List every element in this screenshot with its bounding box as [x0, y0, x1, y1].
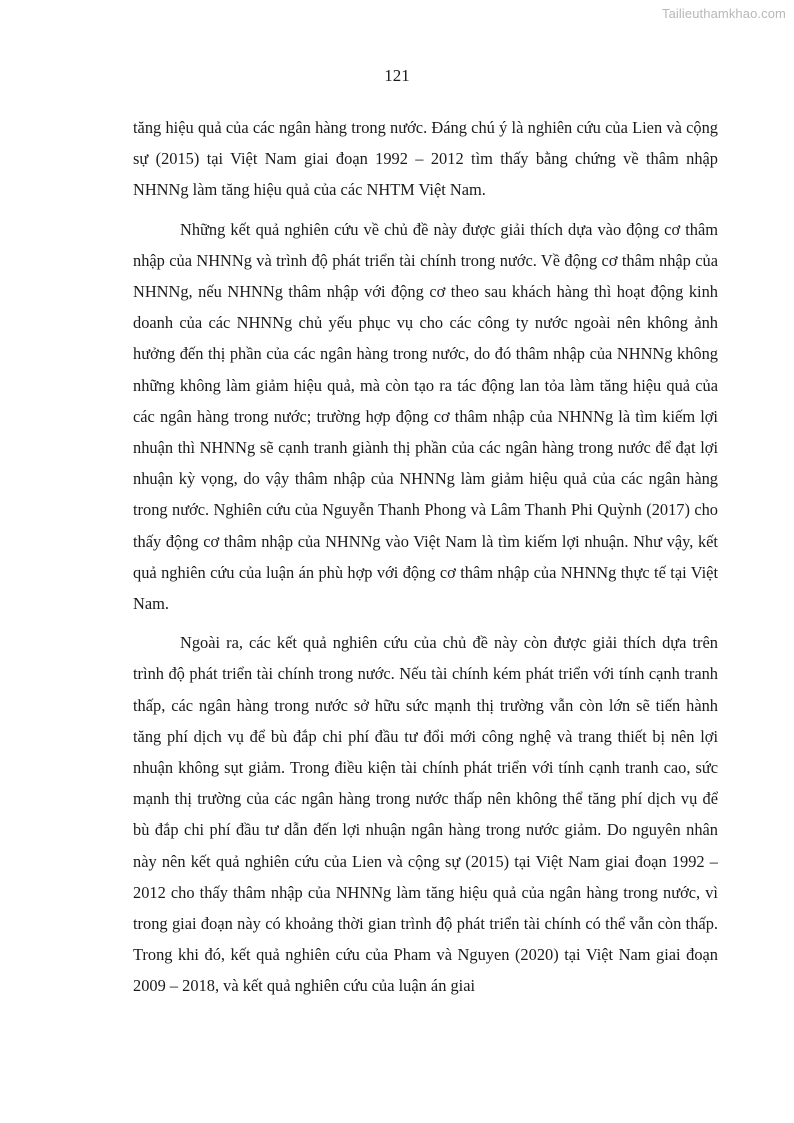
watermark: Tailieuthamkhao.com [661, 6, 786, 21]
document-body [133, 112, 718, 1010]
paragraph-continuation: tăng hiệu quả của các ngân hàng trong nước. Đáng chú ý là nghiên cứu của Lien và cộng sự (2015) tại Việt Nam giai đoạn 1992 – 2012 tìm thấy bằng chứng về thâm nhập NHNNg làm tăng hiệu quả của các NHTM Việt Nam. [133, 118, 718, 200]
paragraph-motivation: Những kết quả nghiên cứu về chủ đề này được giải thích dựa vào động cơ thâm nhập của NHNNg và trình độ phát triển tài chính trong nước. Về động cơ thâm nhập của NHNNg, nếu NHNNg thâm nhập với động cơ theo sau khách hàng thì hoạt động kinh doanh của các NHNNg chủ yếu phục vụ cho các công ty nước ngoài nên không ảnh hưởng đến thị phần của các ngân hàng trong nước, do đó thâm nhập của NHNNg không những không làm giảm hiệu quả, mà còn tạo ra tác động lan tỏa làm tăng hiệu quả của các ngân hàng trong nước; trường hợp động cơ thâm nhập của NHNNg là tìm kiếm lợi nhuận thì NHNNg sẽ cạnh tranh giành thị phần của các ngân hàng trong nước để đạt lợi nhuận kỳ vọng, do vậy thâm nhập của NHNNg làm giảm hiệu quả của các ngân hàng trong nước. Nghiên cứu của Nguyễn Thanh Phong và Lâm Thanh Phi Quỳnh (2017) cho thấy động cơ thâm nhập của NHNNg vào Việt Nam là tìm kiếm lợi nhuận. Như vậy, kết quả nghiên cứu của luận án phù hợp với động cơ thâm nhập của NHNNg thực tế tại Việt Nam. [133, 219, 718, 614]
paragraph-financial-development: Ngoài ra, các kết quả nghiên cứu của chủ đề này còn được giải thích dựa trên trình độ phát triển tài chính trong nước. Nếu tài chính kém phát triển với tính cạnh tranh thấp, các ngân hàng trong nước sở hữu sức mạnh thị trường vẫn còn lớn sẽ tiến hành tăng phí dịch vụ để bù đắp chi phí đầu tư đổi mới công nghệ và trang thiết bị nên lợi nhuận không sụt giảm. Trong điều kiện tài chính phát triển với tính cạnh tranh cao, sức mạnh thị trường của các ngân hàng trong nước thấp nên không thể tăng phí dịch vụ để bù đắp chi phí đầu tư dẫn đến lợi nhuận ngân hàng trong nước giảm. Do nguyên nhân này nên kết quả nghiên cứu của Lien và cộng sự (2015) tại Việt Nam giai đoạn 1992 – 2012 cho thấy thâm nhập của NHNNg làm tăng hiệu quả của ngân hàng trong nước, vì trong giai đoạn này có khoảng thời gian trình độ phát triển tài chính có thể vẫn còn thấp. Trong khi đó, kết quả nghiên cứu của Pham và Nguyen (2020) tại Việt Nam giai đoạn 2009 – 2018, và kết quả nghiên cứu của luận án giai [133, 633, 718, 996]
page-number: 121 [384, 66, 410, 85]
